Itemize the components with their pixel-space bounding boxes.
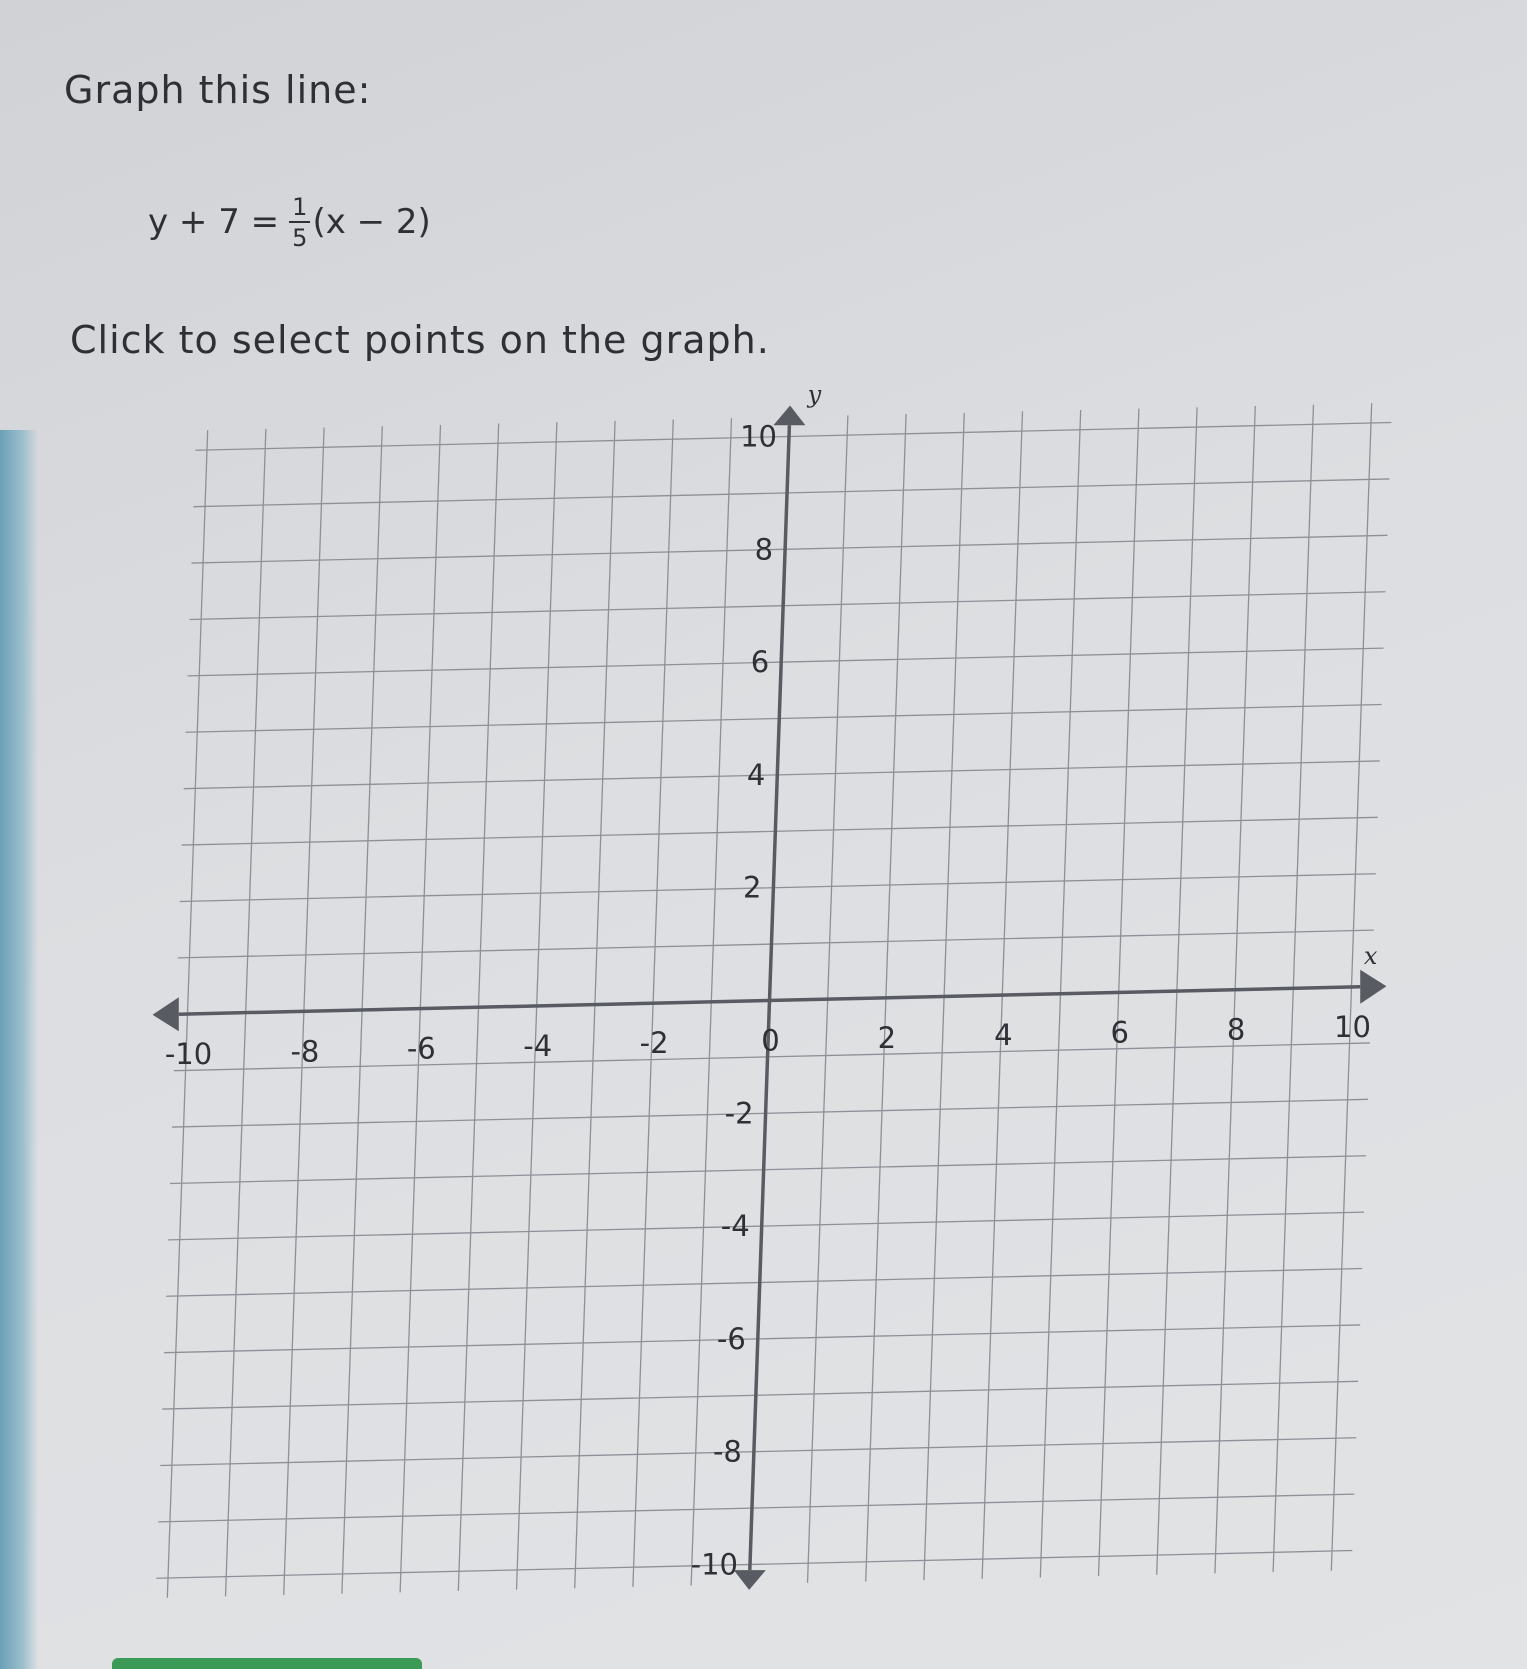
y-axis-label: y xyxy=(807,380,822,409)
x-tick-label: -4 xyxy=(523,1028,553,1063)
fraction-denominator: 5 xyxy=(292,223,308,252)
equation-lhs: y + 7 = xyxy=(148,202,280,242)
x-axis-label: x xyxy=(1363,942,1378,971)
y-tick-label: -8 xyxy=(712,1434,742,1469)
x-tick-label: -10 xyxy=(164,1037,213,1071)
x-tick-label: 6 xyxy=(1110,1015,1129,1050)
y-tick-label: 4 xyxy=(746,757,766,792)
y-tick-label: -2 xyxy=(724,1096,754,1131)
y-tick-label: 6 xyxy=(750,645,770,680)
x-tick-label: -2 xyxy=(639,1026,669,1061)
x-tick-label: 8 xyxy=(1226,1012,1246,1047)
x-tick-label: 0 xyxy=(761,1023,780,1058)
instruction-text: Graph this line: xyxy=(64,68,372,112)
x-tick-label: 2 xyxy=(877,1020,897,1055)
y-tick-label: -6 xyxy=(716,1321,746,1356)
x-tick-label: -6 xyxy=(406,1031,436,1066)
y-tick-label: -4 xyxy=(720,1209,750,1244)
fraction-numerator: 1 xyxy=(289,195,310,223)
x-tick-label: -8 xyxy=(290,1034,320,1069)
y-tick-label: 2 xyxy=(742,870,762,905)
prompt-text: Click to select points on the graph. xyxy=(70,318,770,362)
equation-rhs: (x − 2) xyxy=(312,202,431,242)
x-tick-label: 10 xyxy=(1334,1010,1371,1044)
submit-button-edge[interactable] xyxy=(112,1658,422,1669)
y-axis-up-arrow xyxy=(773,405,805,425)
y-tick-label: -10 xyxy=(690,1547,738,1582)
y-tick-label: 10 xyxy=(740,419,777,454)
x-tick-label: 4 xyxy=(994,1018,1013,1053)
y-tick-label: 8 xyxy=(754,532,774,567)
